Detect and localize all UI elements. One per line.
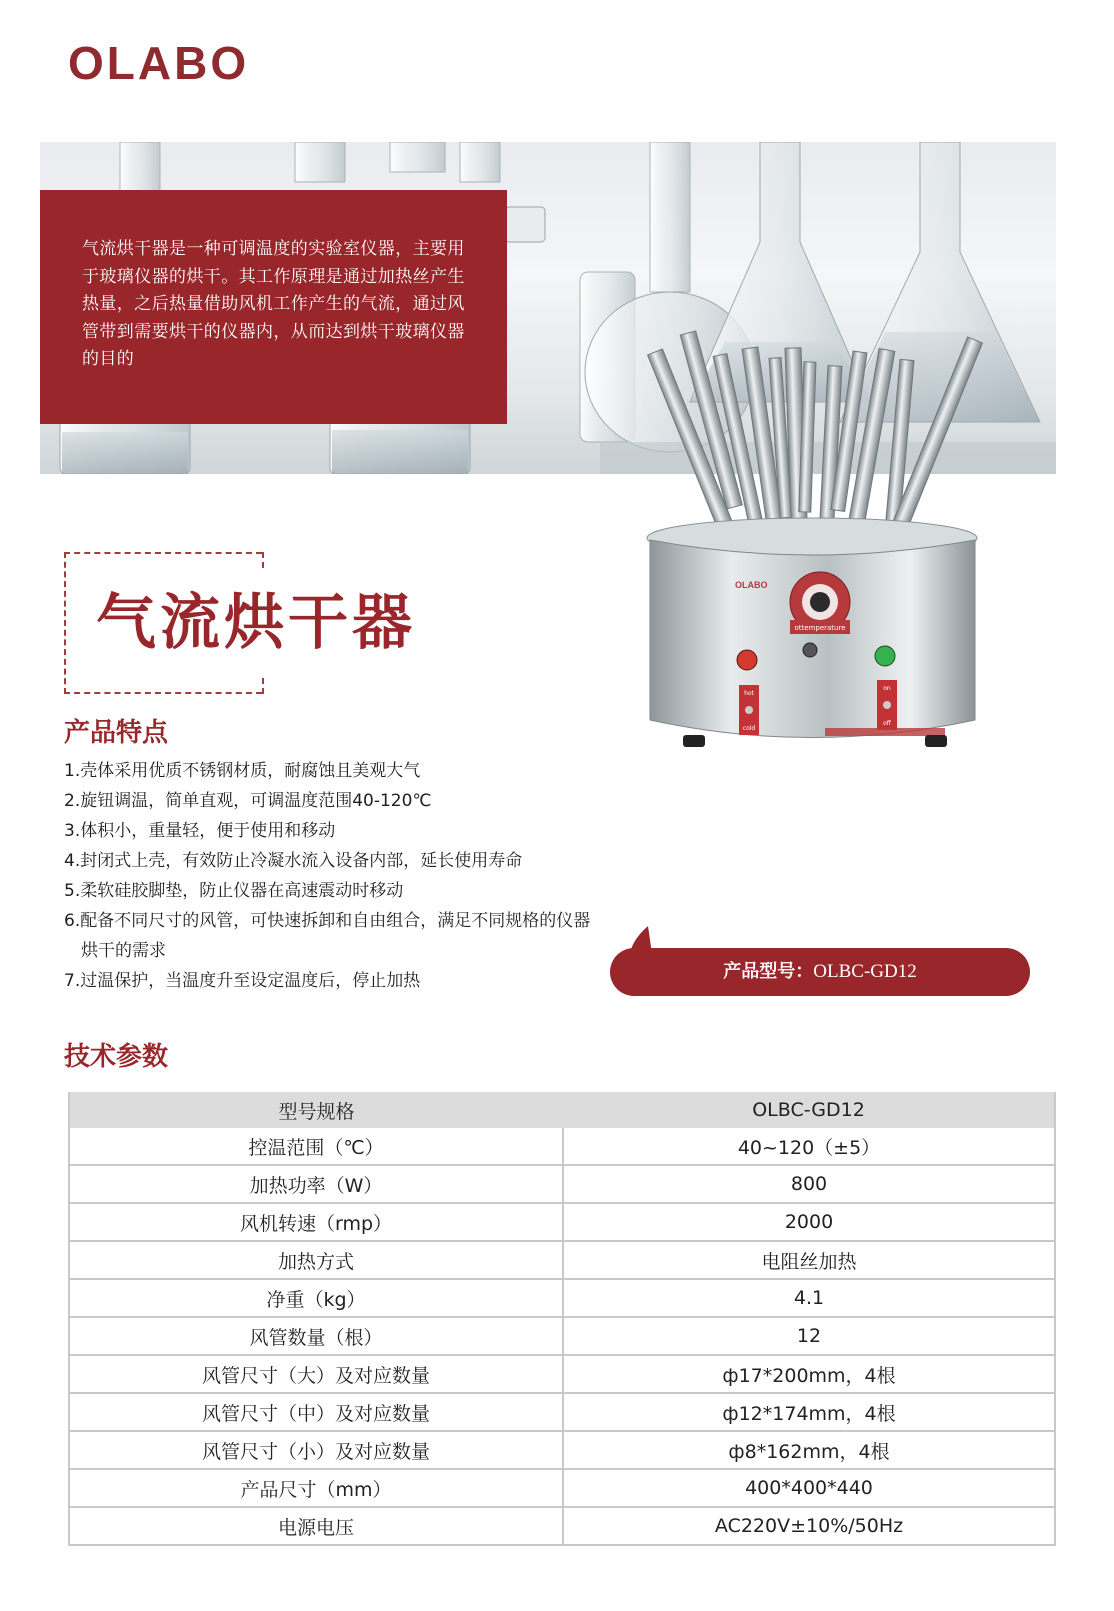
spec-value: 400*400*440 <box>563 1469 1055 1507</box>
spec-value: ф17*200mm，4根 <box>563 1355 1055 1393</box>
switch-on-label: on <box>883 685 891 692</box>
switch-off-label: off <box>883 720 891 727</box>
product-title: 气流烘干器 <box>96 588 416 658</box>
switch-hot-label: hot <box>744 690 754 697</box>
table-row <box>69 1128 1055 1165</box>
table-header-cell: 型号规格 <box>69 1092 563 1128</box>
table-row <box>69 1317 1055 1355</box>
features-list <box>64 756 604 996</box>
spec-value: 12 <box>563 1317 1055 1355</box>
feature-item: 2.旋钮调温，简单直观，可调温度范围40-120℃ <box>64 791 432 811</box>
spec-value: 2000 <box>563 1203 1055 1241</box>
features-heading: 产品特点 <box>64 718 169 748</box>
spec-value: AC220V±10%/50Hz <box>563 1507 1055 1545</box>
spec-key: 控温范围（℃） <box>69 1128 563 1165</box>
feature-item: 6.配备不同尺寸的风管，可快速拆卸和自由组合，满足不同规格的仪器烘干的需求 <box>64 911 591 961</box>
table-row <box>69 1355 1055 1393</box>
table-row <box>69 1203 1055 1241</box>
spec-key: 风管尺寸（中）及对应数量 <box>69 1393 563 1431</box>
table-row <box>69 1241 1055 1279</box>
spec-key: 风机转速（rmp） <box>69 1203 563 1241</box>
dial-label: ottemperature <box>794 624 846 632</box>
spec-key: 产品尺寸（mm） <box>69 1469 563 1507</box>
air-dryer-product-image <box>625 330 995 780</box>
feature-item: 5.柔软硅胶脚垫，防止仪器在高速震动时移动 <box>64 881 404 901</box>
device-brand-label: OLABO <box>735 580 768 590</box>
table-row <box>69 1279 1055 1317</box>
spec-key: 风管数量（根） <box>69 1317 563 1355</box>
spec-key: 风管尺寸（小）及对应数量 <box>69 1431 563 1469</box>
model-badge-value: OLBC-GD12 <box>813 961 917 982</box>
table-row <box>69 1431 1055 1469</box>
feature-item: 4.封闭式上壳，有效防止冷凝水流入设备内部，延长使用寿命 <box>64 851 523 871</box>
table-row <box>69 1165 1055 1203</box>
spec-key: 加热方式 <box>69 1241 563 1279</box>
spec-key: 净重（kg） <box>69 1279 563 1317</box>
table-header-row <box>69 1092 1055 1128</box>
spec-value: 800 <box>563 1165 1055 1203</box>
table-header-cell: OLBC-GD12 <box>563 1092 1055 1128</box>
table-row <box>69 1469 1055 1507</box>
switch-cold-label: cold <box>742 725 756 732</box>
specs-heading: 技术参数 <box>64 1042 169 1072</box>
intro-text: 气流烘干器是一种可调温度的实验室仪器，主要用于玻璃仪器的烘干。其工作原理是通过加热丝产生热量，之后热量借助风机工作产生的气流，通过风管带到需要烘干的仪器内，从而达到烘干玻璃仪器的目的 <box>82 239 465 369</box>
spec-key: 加热功率（W） <box>69 1165 563 1203</box>
spec-value: 电阻丝加热 <box>563 1241 1055 1279</box>
feature-item: 1.壳体采用优质不锈钢材质，耐腐蚀且美观大气 <box>64 761 421 781</box>
spec-value: 40~120（±5） <box>563 1128 1055 1165</box>
feature-item: 7.过温保护，当温度升至设定温度后，停止加热 <box>64 971 421 991</box>
model-badge-label: 产品型号： <box>723 961 814 982</box>
spec-value: 4.1 <box>563 1279 1055 1317</box>
brand-logo: OLABO <box>68 37 250 89</box>
spec-key: 风管尺寸（大）及对应数量 <box>69 1355 563 1393</box>
spec-value: ф8*162mm，4根 <box>563 1431 1055 1469</box>
spec-value: ф12*174mm，4根 <box>563 1393 1055 1431</box>
spec-key: 电源电压 <box>69 1507 563 1545</box>
table-row <box>69 1507 1055 1545</box>
model-badge <box>610 948 1030 996</box>
table-row <box>69 1393 1055 1431</box>
feature-item: 3.体积小，重量轻，便于使用和移动 <box>64 821 336 841</box>
specs-table <box>68 1092 1056 1546</box>
